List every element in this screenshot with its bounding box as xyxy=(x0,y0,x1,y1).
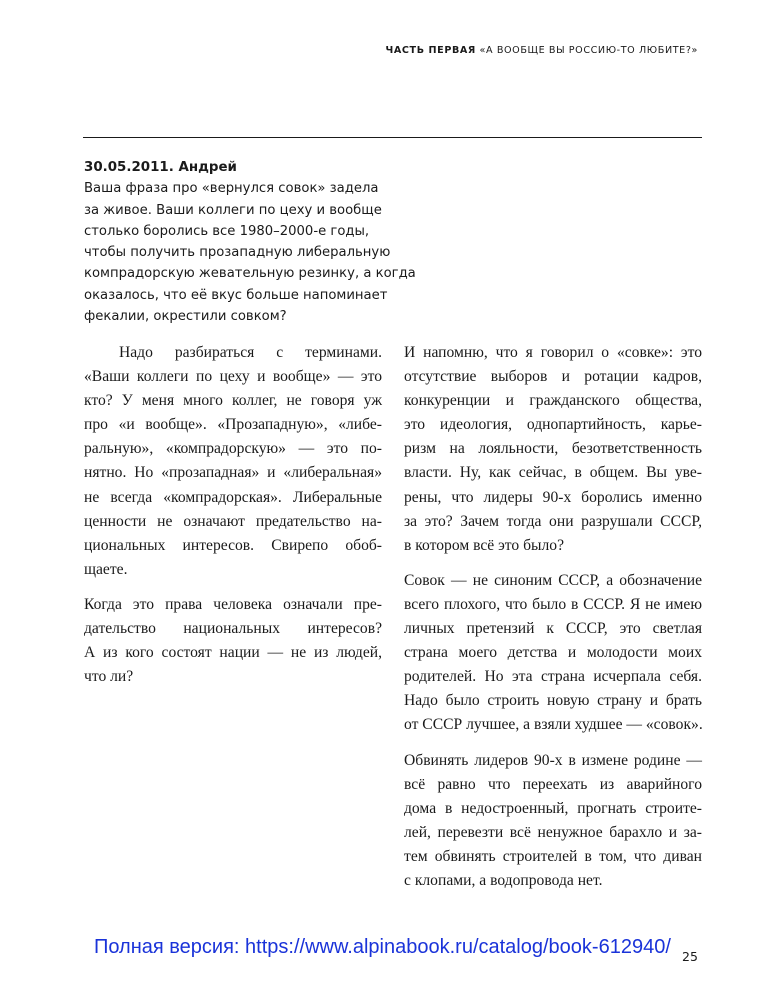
text-line: от СССР лучшее, а взяли худшее — «совок». xyxy=(404,716,703,734)
text-line: всё равно что переехать из аварийного xyxy=(404,775,702,793)
answer-paragraph xyxy=(404,341,702,558)
text-line: ральную», «компрадорскую» — это по- xyxy=(84,440,382,458)
question-line: оказалось, что её вкус больше напоминает xyxy=(84,287,388,303)
text-line: отсутствие выборов и ротации кадров, xyxy=(404,368,702,386)
text-line: в котором всё это было? xyxy=(404,536,565,554)
text-line: конкуренции и гражданского общества, xyxy=(404,392,702,410)
text-line: лей, перевезти всё ненужное барахло и за- xyxy=(404,823,702,841)
text-line: всего плохого, что было в СССР. Я не имею xyxy=(404,595,702,613)
question-line: Ваша фраза про «вернулся совок» задела xyxy=(84,181,379,197)
text-line: дательство национальных интересов? xyxy=(84,620,382,638)
text-line: щаете. xyxy=(84,560,128,578)
text-line: дома в недостроенный, прогнать строите- xyxy=(404,799,702,817)
text-line: власти. Ну, как сейчас, в общем. Вы уве- xyxy=(404,464,702,482)
text-line: Надо было строить новую страну и брать xyxy=(404,692,702,710)
text-line: с клопами, а водопровода нет. xyxy=(404,871,603,889)
question-line: чтобы получить прозападную либеральную xyxy=(84,245,391,261)
page-number: 25 xyxy=(682,949,698,964)
question-heading: 30.05.2011. Андрей xyxy=(84,160,237,175)
running-head xyxy=(386,45,698,56)
text-line: циональных интересов. Свирепо обоб- xyxy=(84,536,382,554)
text-line: Когда это права человека означали пре- xyxy=(84,595,382,613)
answer-column-left xyxy=(84,341,382,700)
text-line: кто? У меня много коллег, не говоря уж xyxy=(84,392,382,410)
text-line: про «и вообще». «Прозападную», «либе- xyxy=(84,416,382,434)
text-line: родителей. Но эта страна исчерпала себя. xyxy=(404,668,702,686)
text-line: ризм на лояльности, безответственность xyxy=(404,440,702,458)
text-line: Надо разбираться с терминами. xyxy=(119,344,382,361)
text-line: не всегда «компрадорская». Либеральные xyxy=(84,488,382,506)
text-line: ценности не означают предательство на- xyxy=(84,512,382,530)
text-line: личных претензий к СССР, это светлая xyxy=(404,620,702,638)
full-version-link[interactable]: Полная версия: https://www.alpinabook.ru/catalog/book-612940/ xyxy=(94,936,671,958)
question-line: столько боролись все 1980–2000-е годы, xyxy=(84,223,370,239)
text-line: страна моего детства и молодости моих xyxy=(404,644,702,662)
chapter-title: «А ВООБЩЕ ВЫ РОССИЮ-ТО ЛЮБИТЕ?» xyxy=(479,45,698,56)
text-line: за это? Зачем тогда они разрушали СССР, xyxy=(404,512,702,530)
text-line: Обвинять лидеров 90-х в измене родине — xyxy=(404,751,702,769)
text-line: рены, что лидеры 90-х боролись именно xyxy=(404,488,702,506)
answer-paragraph xyxy=(404,569,702,738)
header-divider xyxy=(83,137,702,138)
text-line: И напомню, что я говорил о «совке»: это xyxy=(404,344,702,361)
text-line: нятно. Но «прозападная» и «либеральная» xyxy=(84,464,382,482)
reader-question xyxy=(84,157,416,327)
text-line: А из кого состоят нации — не из людей, xyxy=(84,644,382,662)
part-label: ЧАСТЬ ПЕРВАЯ xyxy=(385,45,476,56)
text-line: тем обвинять строителей в том, что диван xyxy=(404,847,702,865)
text-line: Совок — не синоним СССР, а обозначение xyxy=(404,571,702,589)
question-line: за живое. Ваши коллеги по цеху и вообще xyxy=(84,202,382,218)
answer-paragraph xyxy=(84,341,382,582)
text-line: что ли? xyxy=(84,668,134,686)
text-line: это идеология, однопартийность, карье- xyxy=(404,416,702,434)
question-line: компрадорскую жевательную резинку, а когда xyxy=(84,266,416,282)
answer-paragraph xyxy=(404,749,702,894)
answer-paragraph xyxy=(84,593,382,689)
text-line: «Ваши коллеги по цеху и вообще» — это xyxy=(84,368,382,386)
question-line: фекалии, окрестили совком? xyxy=(84,309,287,325)
answer-column-right xyxy=(404,341,702,904)
